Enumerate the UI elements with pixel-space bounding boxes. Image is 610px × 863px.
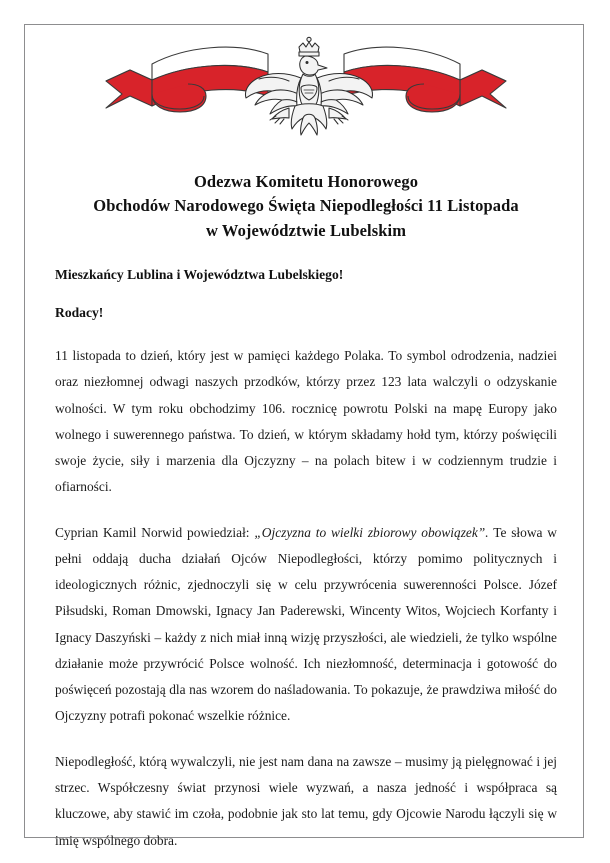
salutation-compatriots: Rodacy! <box>55 304 104 320</box>
paragraph-1: 11 listopada to dzień, który jest w pamięci każdego Polaka. To symbol odrodzenia, nadziei oraz niezłomnej odwagi naszych przodków, którzy przez 123 lata walczyli o odzyskanie wolności. W tym roku obchodzimy 106. rocznicę powrotu Polski na mapę Europy jako wolnego i suwerennego państwa. To dzień, w którym składamy hołd tym, którzy poświęcili swoje życie, siły i marzenia dla Ojczyzny – na polach bitew i w codziennym trudzie i ofiarności. <box>55 348 557 495</box>
paragraph-3: Niepodległość, którą wywalczyli, nie jest nam dana na zawsze – musimy ją pielęgnować i jej strzec. Współczesny świat przynosi wiele wyzwań, a nasza jedność i współpraca są kluczowe, aby stawić im czoła, podobnie jak sto lat temu, gdy Ojcowie Narodu łączyli się w imię wspólnego dobra. <box>55 753 557 848</box>
title-line-3: w Województwie Lubelskim <box>205 220 407 240</box>
left-flag-ribbon <box>106 47 268 112</box>
paragraph-2-rest: Te słowa w pełni oddają ducha działań Ojców Niepodległości, którzy pomimo politycznych i ideologicznych różnic, zjednoczyli się w celu przywrócenia suwerenności Polsce. Józef Piłsudski, Roman Dmowski, Ignacy Jan Paderewski, Wincenty Witos, Wojciech Korfanty i Ignacy Daszyński – każdy z nich miał inną wizję przyszłości, ale wiedzieli, że tylko wspólne działanie może przywrócić Polsce wolność. Ich niezłomność, determinacja i gotowość do poświęceń pozostają dla nas wzorem do naśladowania. To pokazuje, że prawdziwa miłość do Ojczyzny potrafi pokonać wszelkie różnice. <box>55 524 557 724</box>
right-flag-ribbon <box>344 47 506 112</box>
title-line-1: Odezwa Komitetu Honorowego <box>193 172 419 191</box>
salutation-residents: Mieszkańcy Lublina i Województwa Lubelskiego! <box>55 267 344 283</box>
norwid-quote: „Ojczyzna to wielki zbiorowy obowiązek”. <box>254 524 489 540</box>
page-title <box>55 170 557 243</box>
paragraph-2-intro: Cyprian Kamil Norwid powiedział: <box>55 524 255 540</box>
document-content <box>55 24 557 854</box>
paragraph-2 <box>55 520 557 730</box>
header-emblem-band <box>55 34 557 144</box>
title-line-2: Obchodów Narodowego Święta Niepodległości 11 Listopada <box>93 196 519 216</box>
polish-emblem-graphic <box>96 34 516 142</box>
